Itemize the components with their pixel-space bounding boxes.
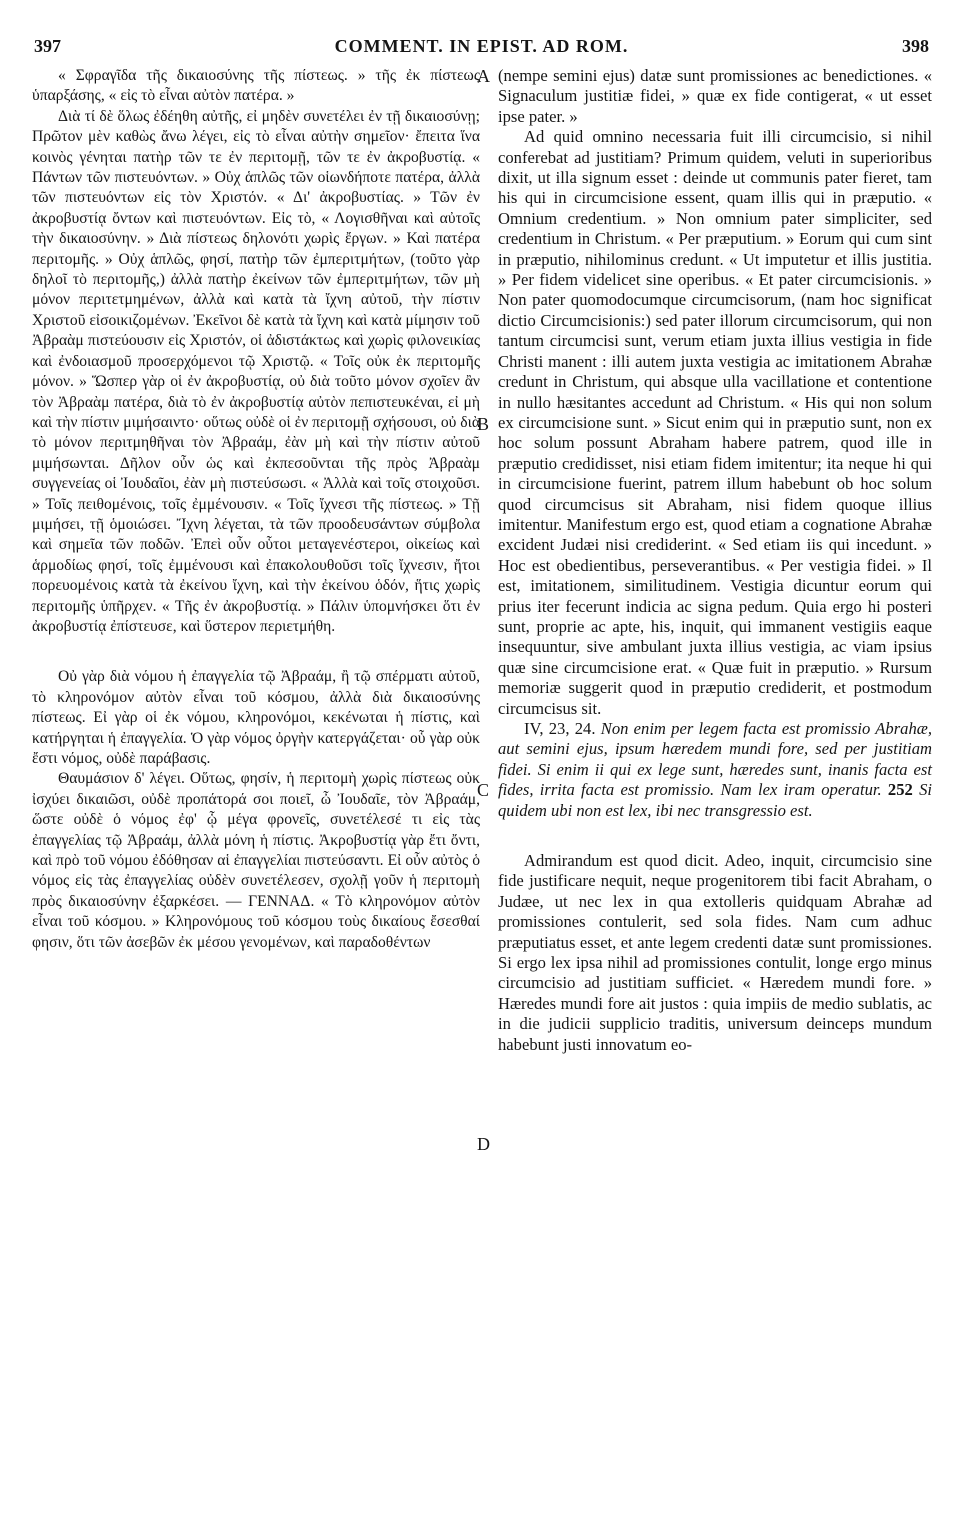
greek-column [32, 66, 480, 953]
page-number-right: 398 [902, 36, 929, 56]
latin-verse-paragraph [498, 719, 932, 821]
running-header [34, 36, 929, 60]
greek-verse-paragraph: Οὐ γὰρ διὰ νόμου ἡ ἐπαγγελία τῷ Ἀβραάμ, ἢ τῷ σπέρματι αὐτοῦ, τὸ κληρονόμον αὐτὸν εἶναι τοῦ κόσμου, ἀλλὰ διὰ δικαιοσύνης πίστεως. Εἰ γὰρ οἱ ἐκ νόμου, κληρονόμοι, κεκένωται ἡ πίστις, καὶ κατήργηται ἡ ἐπαγγελία. Ὁ γὰρ νόμος ὀργὴν κατεργάζεται· οὗ γὰρ οὐκ ἔστι νόμος, οὐδὲ παράβασις. [32, 668, 480, 767]
greek-paragraph: Διὰ τί δὲ ὅλως ἐδέηθη αὐτῆς, εἰ μηδὲν συνετέλει ἐν τῇ δικαιοσύνῃ; Πρῶτον μὲν καθὼς ἄνω λέγει, εἰς τὸ εἶναι αὐτὴν σημεῖον· ἔπειτα ἵνα κοινὸς γένηται πατὴρ τῶν τε ἐν περιτομῇ, τῶν τε ἐν ἀκροβυστίᾳ. « Πάντων τῶν πιστευόντων. » Οὐχ ἁπλῶς τῶν οἱωνδήποτε πατέρα, ἀλλὰ τῶν πιστευόντων εἰς τὸν Χριστόν. « Δι' ἀκροβυστίας. » Τῶν ἐν ἀκροβυστίᾳ ὄντων καὶ πιστευόντων. Εἰς τὸ, « Λογισθῆναι καὶ αὐτοῖς τὴν δικαιοσύνην. » Διὰ πίστεως δηλονότι χωρὶς ἔργων. » Καὶ πατέρα περιτομῆς. » Οὐχ ἁπλῶς, φησί, πατὴρ τῶν ἐμπεριτμήτων, (τοῦτο γὰρ δηλοῖ τὸ περιτομῆς,) ἀλλὰ πατὴρ ἐκείνων τῶν ἐμπεριτμήτων, τῶν μὴ μόνον περιτετμημένων, ἀλλὰ καὶ κατὰ τὰ ἴχνη αὐτοῦ, τὴν πίστιν Χριστοῦ εἰσοικιζομένων. Ἐκεῖνοι δὲ κατὰ τὰ ἴχνη καὶ κατὰ μίμησιν τοῦ Ἀβραὰμ πιστεύουσιν εἰς Χριστόν, οἱ ἀδιστάκτως καὶ χωρὶς φιλονεικίας καὶ ἐνδοιασμοῦ προσερχόμενοι τῷ Χριστῷ. « Τοῖς οὐκ ἐκ περιτομῆς μόνον. » Ὥσπερ γὰρ οἱ ἐν ἀκροβυστίᾳ, οὐ διὰ τοῦτο μόνον σχοῖεν ἂν τὸν Ἀβραὰμ πατέρα, διὰ τὸ ἐν ἀκροβυστίᾳ αὐτὸν πεπιστευκέναι, εἰ μὴ καὶ τὴν πίστιν μιμήσαιντο· οὕτως οὐδὲ οἱ ἐν περιτομῇ σχήσουσι, οὐ διὰ τὸ μόνον περιτμηθῆναι τὸν Ἀβραάμ, ἐὰν μὴ καὶ τὴν πίστιν αὐτοῦ μιμήσωνται. Δῆλον οὖν ὡς καὶ ἐκπεσοῦνται τῆς πρὸς Ἀβραὰμ συγγενείας οἱ Ἰουδαῖοι, ἐὰν μὴ πιστεύσωσι. « Ἀλλὰ καὶ τοῖς στοιχοῦσι. » Τοῖς πειθομένοις, τοῖς ἐμμένουσιν. « Τοῖς ἴχνεσι τῆς πίστεως. » Τῇ μιμήσει, τῇ ὁμοιώσει. Ἴχνη λέγεται, τὰ τῶν προοδευσάντων σύμβολα καὶ σημεῖα τῶν ποδῶν. Ἐπεὶ οὖν οὗτοι μεταγενέστεροι, οἰκείως καὶ ἁρμοδίως φησί, τοῖς ἐμμένουσι καὶ ἐπακολουθοῦσι τοῖς ἴχνεσιν, ἤτοι πορευομένοις κατὰ τὰ ἐκείνου ἴχνη, καὶ τὴν ἐκείνου ὁδόν, ἥτις χωρὶς περιτομῆς ὑπῆρχεν. « Τῆς ἐν ἀκροβυστίᾳ. » Πάλιν ὑπομνήσκει ὅτι ἐν ἀκροβυστίᾳ ἐπίστευσε, καὶ ὕστερον περιετμήθη. [32, 107, 480, 635]
margin-letter-a: A [477, 66, 490, 86]
latin-paragraph: (nempe semini ejus) datæ sunt promissiones ac benedictiones. « Signaculum justitiæ fidei, » quæ ex fide contigerat, « ut esset ipse pater. » [498, 66, 932, 126]
running-title: COMMENT. IN EPIST. AD ROM. [334, 36, 629, 56]
column-number: 252 [887, 780, 913, 800]
verse-text: Non enim per legem facta est promissio Abrahæ, aut semini ejus, ipsum hæredem mundi fore, sed per justitiam fidei. Si enim ii qui ex lege sunt, hæredes sunt, inanis facta est fides, irrita facta est promissio. Nam lex iram operatur. [498, 719, 932, 800]
greek-paragraph: « Σφραγῖδα τῆς δικαιοσύνης τῆς πίστεως. » τῆς ἐκ πίστεως ὑπαρξάσης, « εἰς τὸ εἶναι αὐτὸν πατέρα. » [32, 67, 480, 105]
latin-paragraph: Ad quid omnino necessaria fuit illi circumcisio, si nihil conferebat ad justitiam? Primum quidem, veluti in superioribus dixit, ut illa signum esset : deinde ut communis pater fieret, tam his qui in circumcisione essent, quam illis qui in præputio. « Omnium credentium. » Non omnium pater simpliciter, sed credentium in Christum. « Per præputium. » Eorum qui cum sint in præputio, nihilominus credunt. « Ut imputetur et illis justitia. » Per fidem videlicet sine operibus. « Et pater circumcisionis. » Non pater quomodocumque circumcisorum, (nam hoc significat dictio Circumcisionis:) sed pater illorum circumcisorum, qui non tantum circumcisi sunt, verum etiam juxta illius vestigia in fide Christi manent : illi autem juxta vestigia ac imitationem Abrahæ credunt in Christum, qui absque ulla vacillatione et contentione in nullo hæsitantes accedunt ad Christum. « His qui non solum ex circumcisione sunt. » Sicut enim qui in præputio sunt, non ex hoc solum possunt Abraham habere patrem, quod ille in præputio credidisset, nisi etiam fidem imitentur; ita neque hi qui in circumcisione fuerint, patrem illum habebunt ob hoc solum quod circumcisus sit Abraham, nisi fidem quoque illius imitentur. Manifestum ergo est, quod etiam a cognatione Abrahæ excident Judæi nisi crediderint. « Sed etiam iis qui incedunt. » Hoc est obedientibus, perseverantibus. « Per vestigia fidei. » Il est, imitationem, similitudinem. Vestigia dicuntur eorum qui prius iter fecerunt indicia ac signa pedum. Quia ergo hi posteri sunt, proprie ac apte, his, inquit, qui immanent vestigiis eaque insequuntur, sive ambulant juxta illius vestigia, ac viam ipsius quæ sine circumcisione erat. « Quæ fuit in præputio. » Rursum memoriæ suggerit quod in præputio crediderit, et postmodum circumcisus sit. [498, 127, 932, 718]
verse-text-continued: Si quidem ubi non est lex, ibi nec transgressio est. [498, 780, 932, 820]
margin-letter-b: B [477, 414, 490, 434]
greek-paragraph: Θαυμάσιον δ' λέγει. Οὕτως, φησίν, ἡ περιτομὴ χωρὶς πίστεως οὐκ ἰσχύει δικαιῶσι, οὐδὲ προπάτορά σοι ποιεῖ, ὦ Ἰουδαῖε, τὸν Ἀβραάμ, ὥστε οὐδὲ ὁ νόμος ἐφ' ᾧ μέγα φρονεῖς, συνετέλεσέ τι εἰς τὰς ἐπαγγελίας τῷ Ἀβραάμ, ἀλλὰ μόνη ἡ πίστις. Ἀκροβυστίᾳ γὰρ ἔτι ὄντι, καὶ πρὸ τοῦ νόμου ἐδόθησαν αἱ ἐπαγγελίαι πιστεύσαντι. Εἰ οὖν αὐτὸς ὁ νόμος εἰς τὰς ἐπαγγελίας οὐδὲν συνετέλεσεν, σχολῇ γοῦν ἡ περιτομὴ πρὸς δικαιοσύνην ἐξαρκέσει. — ΓΕΝΝΑΔ. « Τὸ κληρονόμον αὐτὸν εἶναι τοῦ κόσμου. » Κληρονόμους τοῦ κόσμου τοὺς δικαίους ἔσεσθαί φησιν, ὅτι τῶν ἀσεβῶν ἐκ μέσου γενομένων, καὶ παραδοθέντων [32, 770, 480, 951]
latin-paragraph: Admirandum est quod dicit. Adeo, inquit, circumcisio sine fide justificare nequit, neque progenitorem tibi facit Abraham, o Judæe, ut nec lex in qua extolleris quidquam Abrahæ ad promissiones contulerit, sed sola fides. Nam cum adhuc præputiatus esset, et ante legem credenti datæ sunt promissiones. Si ergo lex ipsa nihil ad promissiones contulit, longe ergo minus circumcisio ad justitiam sufficiet. « Hæredem mundi fore. » Hæredes mundi fore ait justos : quia impiis de medio sublatis, ac in die judicii supplicio traditis, universum deinceps mundum habebunt justi innovatum eo- [498, 851, 932, 1054]
verse-reference: IV, 23, 24. [524, 719, 596, 738]
latin-column [498, 66, 932, 1055]
margin-letter-c: C [477, 780, 490, 800]
page-number-left: 397 [34, 36, 61, 56]
margin-letter-d: D [477, 1134, 490, 1154]
